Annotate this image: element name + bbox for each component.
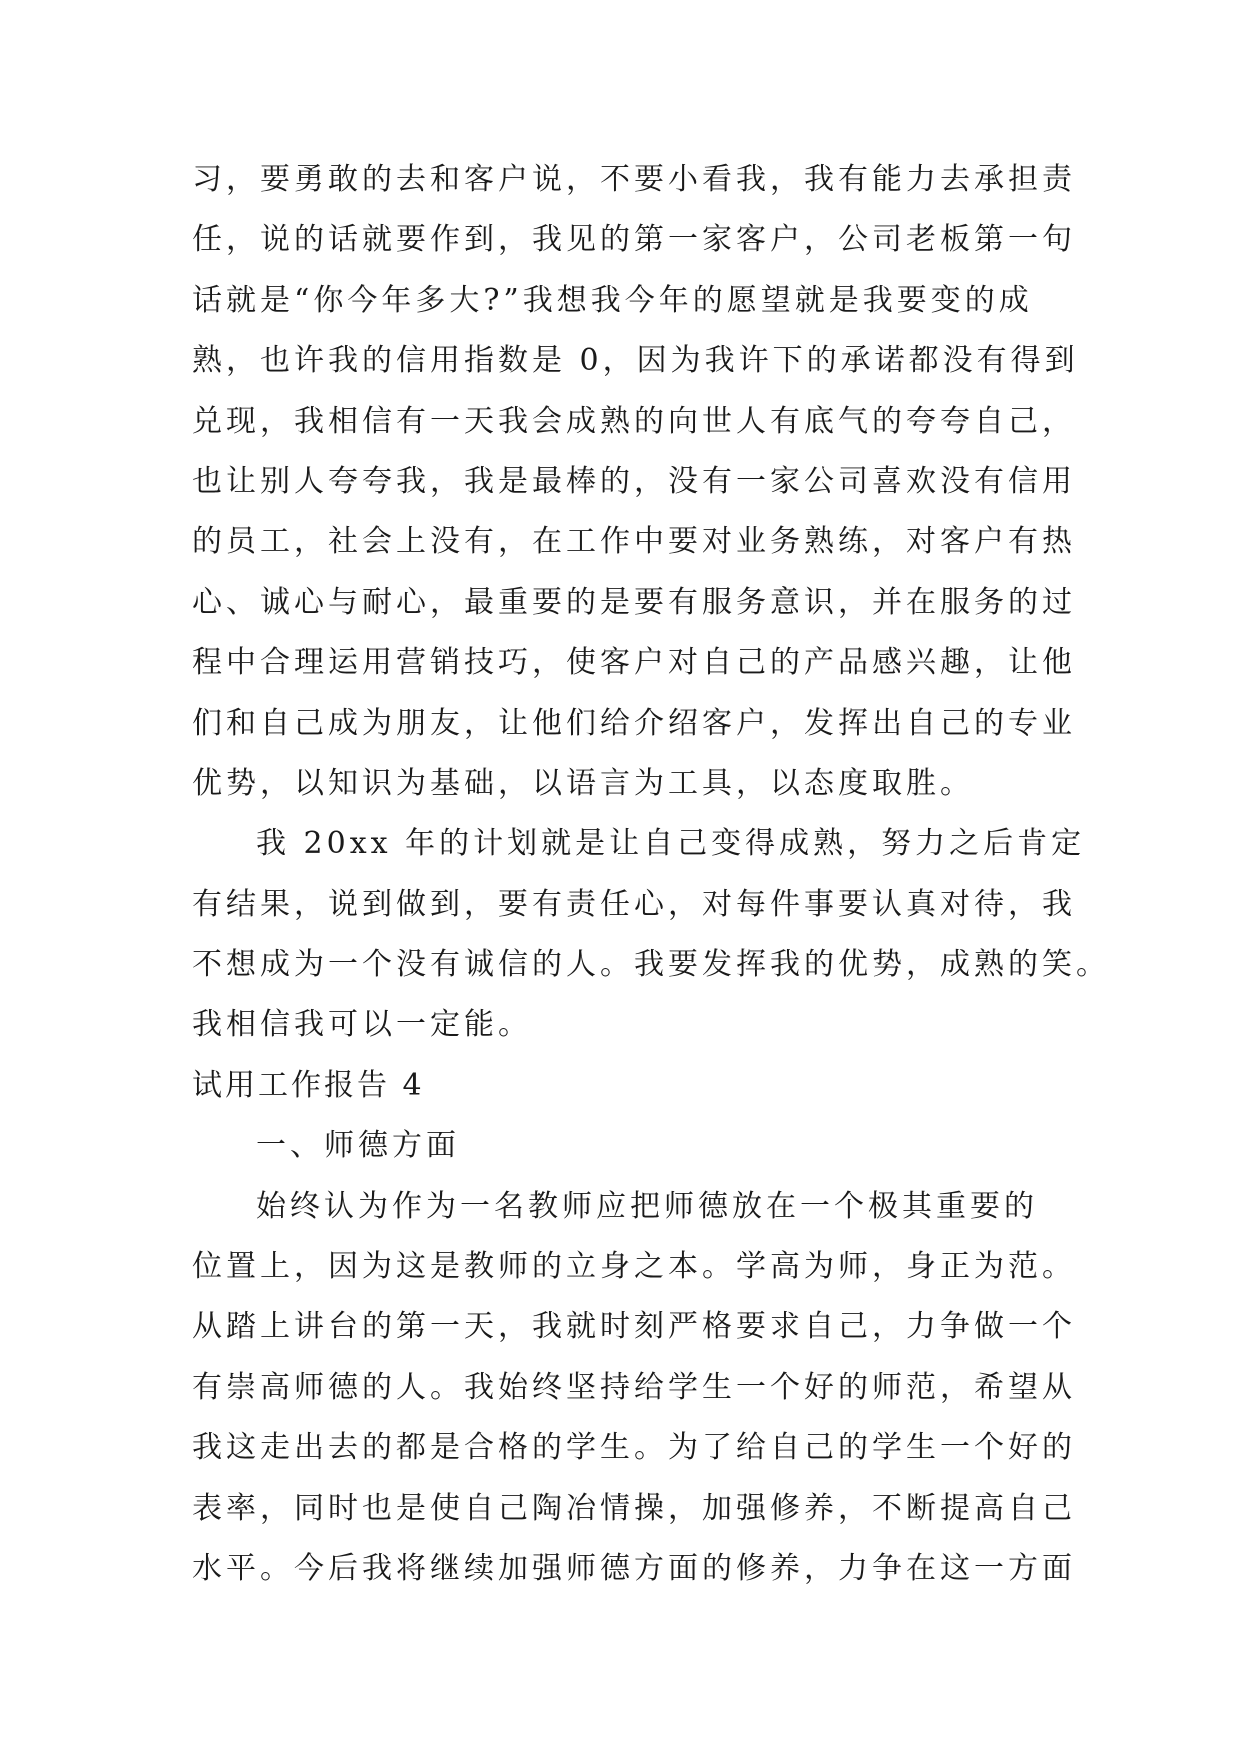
text-line: 不想成为一个没有诚信的人。我要发挥我的优势，成熟的笑。: [192, 947, 1110, 983]
text-line: 我这走出去的都是合格的学生。为了给自己的学生一个好的: [192, 1430, 1076, 1466]
text-line: 位置上，因为这是教师的立身之本。学高为师，身正为范。: [192, 1249, 1076, 1285]
section-heading: 试用工作报告 4: [192, 1067, 425, 1103]
text-line: 我相信我可以一定能。: [192, 1007, 532, 1043]
text-line: 有崇高师德的人。我始终坚持给学生一个好的师范，希望从: [192, 1369, 1076, 1405]
text-line: 习，要勇敢的去和客户说，不要小看我，我有能力去承担责: [192, 162, 1076, 197]
text-line: 水平。今后我将继续加强师德方面的修养，力争在这一方面: [192, 1550, 1076, 1586]
text-line: 心、诚心与耐心，最重要的是要有服务意识，并在服务的过: [192, 584, 1076, 620]
text-line: 们和自己成为朋友，让他们给介绍客户，发挥出自己的专业: [192, 705, 1076, 741]
text-line: 我 20xx 年的计划就是让自己变得成熟，努力之后肯定: [256, 826, 1086, 862]
text-line: 也让别人夸夸我，我是最棒的，没有一家公司喜欢没有信用: [192, 463, 1076, 499]
text-line: 程中合理运用营销技巧，使客户对自己的产品感兴趣，让他: [192, 645, 1076, 681]
text-line: 的员工，社会上没有，在工作中要对业务熟练，对客户有热: [192, 524, 1076, 560]
text-line: 熟，也许我的信用指数是 0，因为我许下的承诺都没有得到: [192, 343, 1079, 379]
text-line: 表率，同时也是使自己陶冶情操，加强修养，不断提高自己: [192, 1490, 1076, 1526]
text-line: 一、师德方面: [256, 1128, 460, 1164]
text-line: 有结果，说到做到，要有责任心，对每件事要认真对待，我: [192, 886, 1076, 922]
text-line: 兑现，我相信有一天我会成熟的向世人有底气的夸夸自己，: [192, 403, 1076, 439]
text-line: 始终认为作为一名教师应把师德放在一个极其重要的: [256, 1188, 1038, 1224]
text-line: 从踏上讲台的第一天，我就时刻严格要求自己，力争做一个: [192, 1309, 1076, 1345]
text-line: 话就是“你今年多大?”我想我今年的愿望就是我要变的成: [192, 282, 1033, 318]
text-line: 任，说的话就要作到，我见的第一家客户，公司老板第一句: [192, 222, 1076, 258]
text-line: 优势，以知识为基础，以语言为工具，以态度取胜。: [192, 765, 974, 801]
document-body: [192, 150, 1110, 1599]
